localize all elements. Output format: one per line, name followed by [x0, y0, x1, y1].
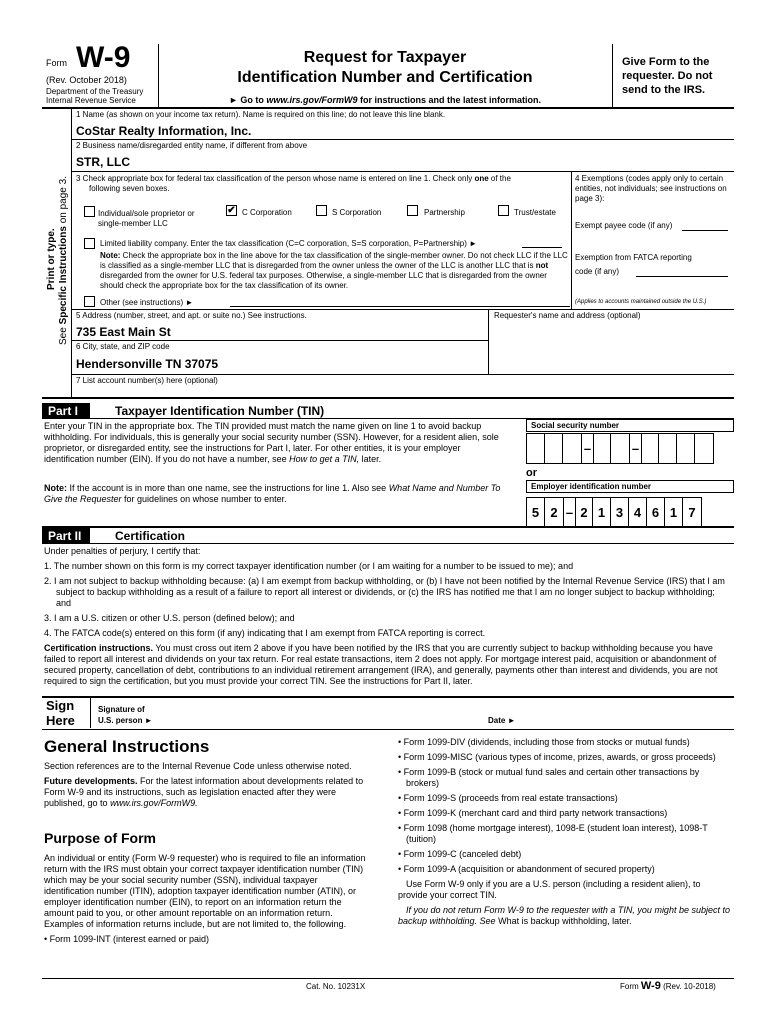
- general-body: Section references are to the Internal Revenue Code unless otherwise noted. Future developments. For the latest information about developments related to Form W-9 and its instructions, such as legislation enacted after they were published, go to www.irs.gov/FormW9.: [44, 761, 364, 808]
- sidebar-instructions-note: See Specific Instructions on page 3.: [58, 176, 69, 345]
- form-word: Form: [46, 58, 67, 68]
- bullet-1099-s: • Form 1099-S (proceeds from real estate transactions): [398, 793, 618, 803]
- form-number: W-9: [76, 41, 131, 74]
- ein-digit: 4: [629, 498, 647, 527]
- irs-url[interactable]: www.irs.gov/FormW9: [266, 95, 358, 105]
- line2-label: 2 Business name/disregarded entity name, if different from above: [76, 141, 308, 150]
- line7-label: 7 List account number(s) here (optional): [76, 376, 218, 385]
- part2-label: Part II: [42, 528, 90, 544]
- ein-field[interactable]: 5 2 – 2 1 3 4 6 1 7: [526, 497, 702, 528]
- ein-digit: 6: [647, 498, 665, 527]
- individual-checkbox[interactable]: [84, 206, 95, 217]
- ein-digit: 5: [527, 498, 545, 527]
- ein-digit: 1: [593, 498, 611, 527]
- line1-label: 1 Name (as shown on your income tax return). Name is required on this line; do not leave this line blank.: [76, 110, 446, 119]
- c-corporation-checkbox[interactable]: ✔: [227, 205, 236, 216]
- llc-label: Limited liability company. Enter the tax classification (C=C corporation, S=S corporation, P=Partnership) ►: [100, 239, 478, 248]
- ein-digit: 7: [688, 505, 696, 520]
- exempt-payee-label: Exempt payee code (if any): [575, 221, 673, 230]
- ein-digit: 2: [550, 505, 558, 520]
- ein-digit: 1: [665, 498, 683, 527]
- ein-label: Employer identification number: [526, 480, 734, 493]
- signature-label-2: U.S. person ►: [98, 716, 153, 725]
- s-corporation-label: S Corporation: [332, 208, 382, 217]
- agency: Internal Revenue Service: [46, 96, 136, 105]
- here-label: Here: [46, 713, 75, 728]
- ssn-field[interactable]: – –: [526, 433, 714, 464]
- fatca-label-1: Exemption from FATCA reporting: [575, 253, 692, 262]
- fatca-applies-note: (Applies to accounts maintained outside the U.S.): [575, 299, 707, 305]
- part1-label: Part I: [42, 403, 90, 419]
- line2-business-field[interactable]: STR, LLC: [76, 155, 130, 169]
- revision-date: (Rev. October 2018): [46, 75, 127, 85]
- llc-checkbox[interactable]: [84, 238, 95, 249]
- sidebar-print-note: Print or type.: [46, 228, 57, 290]
- line3-label-2: following seven boxes.: [89, 184, 170, 193]
- line4-label: 4 Exemptions (codes apply only to certain entities, not individuals; see instructions on page 3):: [575, 174, 727, 203]
- line5-label: 5 Address (number, street, and apt. or suite no.) See instructions.: [76, 311, 307, 320]
- signature-label: Signature of: [98, 705, 145, 714]
- purpose-title: Purpose of Form: [44, 830, 157, 846]
- bullet-1099-a: • Form 1099-A (acquisition or abandonment of secured property): [398, 864, 655, 874]
- date-label: Date ►: [488, 716, 516, 725]
- partnership-checkbox[interactable]: [407, 205, 418, 216]
- other-label: Other (see instructions) ►: [100, 298, 194, 307]
- llc-note: Note: Check the appropriate box in the line above for the tax classification of the single-member owner. Do not check LLC if the LLC is classified as a single-member LLC that is disregarded from the owner unless the owner of the LLC is another LLC that is not disregarded from the owner for U.S. federal tax purposes. Otherwise, a single-member LLC that is disregarded from the owner should check the appropriate box for the tax classification of its owner.: [100, 251, 568, 290]
- backup-withholding-note: If you do not return Form W-9 to the requester with a TIN, you might be subject to backup withholding. See What is backup withholding, later.: [398, 905, 730, 926]
- general-instructions-title: General Instructions: [44, 737, 210, 756]
- bullet-1099-div: • Form 1099-DIV (dividends, including those from stocks or mutual funds): [398, 737, 690, 747]
- line1-name-field[interactable]: CoStar Realty Information, Inc.: [76, 124, 252, 138]
- bullet-1099-k: • Form 1099-K (merchant card and third party network transactions): [398, 808, 668, 818]
- part1-title: Taxpayer Identification Number (TIN): [115, 404, 325, 418]
- fatca-label-2: code (if any): [575, 267, 620, 276]
- line6-label: 6 City, state, and ZIP code: [76, 342, 170, 351]
- bullet-1099-c: • Form 1099-C (canceled debt): [398, 849, 522, 859]
- c-corporation-label: C Corporation: [242, 208, 292, 217]
- ein-digit: 2: [575, 498, 593, 527]
- goto-instructions: ► Go to www.irs.gov/FormW9 for instructions and the latest information.: [228, 95, 542, 105]
- part2-title: Certification: [115, 529, 186, 543]
- part1-body: Enter your TIN in the appropriate box. The TIN provided must match the name given on line 1 to avoid backup withholding. For individuals, this is generally your social security number (SSN). However, for a resident alien, sole proprietor, or disregarded entity, see the instructions for Part I, later. For other entities, it is your employer identification number (EIN). If you do not have a number, see How to get a TIN, later.: [44, 421, 499, 464]
- s-corporation-checkbox[interactable]: [316, 205, 327, 216]
- city-state-zip-field[interactable]: Hendersonville TN 37075: [76, 357, 219, 371]
- individual-label: Individual/sole proprietor or single-member LLC: [98, 209, 195, 228]
- right-column: [398, 737, 730, 931]
- certification-body: Under penalties of perjury, I certify that: 1. The number shown on this form is my correct taxpayer identification number (or I am waiting for a number to be issued to me); and 2. I am not subject to backup withholding because: (a) I am exempt from backup withholding, or (b) I have not been notified by the Internal Revenue Service (IRS) that I am subject to backup withholding as a result of a failure to report all interest or dividends, or (c) the IRS has notified me that I am no longer subject to backup withholding; and 3. I am a U.S. citizen or other U.S. person (defined below); and 4. The FATCA code(s) entered on this form (if any) indicating that I am exempt from FATCA reporting is correct. Certification instructions. You must cross out item 2 above if you have been notified by the IRS that you are currently subject to backup withholding because you have failed to report all interest and dividends on your tax return. For real estate transactions, item 2 does not apply. For mortgage interest paid, acquisition or abandonment of secured property, cancellation of debt, contributions to an individual retirement arrangement (IRA), and generally, payments other than interest and dividends, you are not required to sign the certification, but you must provide your correct TIN. See the instructions for Part II, later.: [44, 546, 725, 686]
- bullet-1098: • Form 1098 (home mortgage interest), 1098-E (student loan interest), 1098-T (tuition): [398, 823, 708, 844]
- form-title-line1: Request for Taxpayer: [303, 49, 467, 66]
- bullet-1099-misc: • Form 1099-MISC (various types of income, prizes, awards, or gross proceeds): [398, 752, 716, 762]
- trust-estate-label: Trust/estate: [514, 208, 556, 217]
- form-title-line2: Identification Number and Certification: [237, 69, 533, 86]
- line3-label: 3 Check appropriate box for federal tax classification of the person whose name is entered on line 1. Check only one of the: [76, 174, 511, 183]
- date-field[interactable]: [520, 703, 730, 725]
- purpose-body: An individual or entity (Form W-9 requester) who is required to file an information return with the IRS must obtain your correct taxpayer identification number (TIN) which may be your social security number (SSN), individual taxpayer identification number (ITIN), adoption taxpayer identification number (ATIN), or employer identification number (EIN), to report on an information return the amount paid to you, or other amount reportable on an information return. Examples of information returns include, but are not limited to, the following. • Form 1099-INT (interest earned or paid): [44, 853, 366, 944]
- requester-label: Requester's name and address (optional): [494, 311, 641, 320]
- ein-digit: 3: [611, 498, 629, 527]
- part1-note: Note: If the account is in more than one name, see the instructions for line 1. Also see What Name and Number To Give the Requester for guidelines on whose number to enter.: [44, 483, 501, 504]
- use-form-note: Use Form W-9 only if you are a U.S. person (including a resident alien), to provide your correct TIN.: [398, 879, 701, 900]
- trust-estate-checkbox[interactable]: [498, 205, 509, 216]
- address-field[interactable]: 735 East Main St: [76, 325, 171, 339]
- give-form-note: Give Form to the requester. Do not send to the IRS.: [622, 56, 713, 96]
- sign-label: Sign: [46, 698, 75, 713]
- footer-form-id: Form W-9 (Rev. 10-2018): [620, 980, 716, 992]
- department: Department of the Treasury: [46, 87, 144, 96]
- bullet-1099-b: • Form 1099-B (stock or mutual fund sales and certain other transactions by brokers): [398, 767, 700, 788]
- other-checkbox[interactable]: [84, 296, 95, 307]
- or-label: or: [526, 467, 537, 479]
- ssn-label: Social security number: [526, 419, 734, 432]
- catalog-number: Cat. No. 10231X: [306, 982, 366, 991]
- partnership-label: Partnership: [424, 208, 465, 217]
- signature-field[interactable]: [160, 703, 480, 725]
